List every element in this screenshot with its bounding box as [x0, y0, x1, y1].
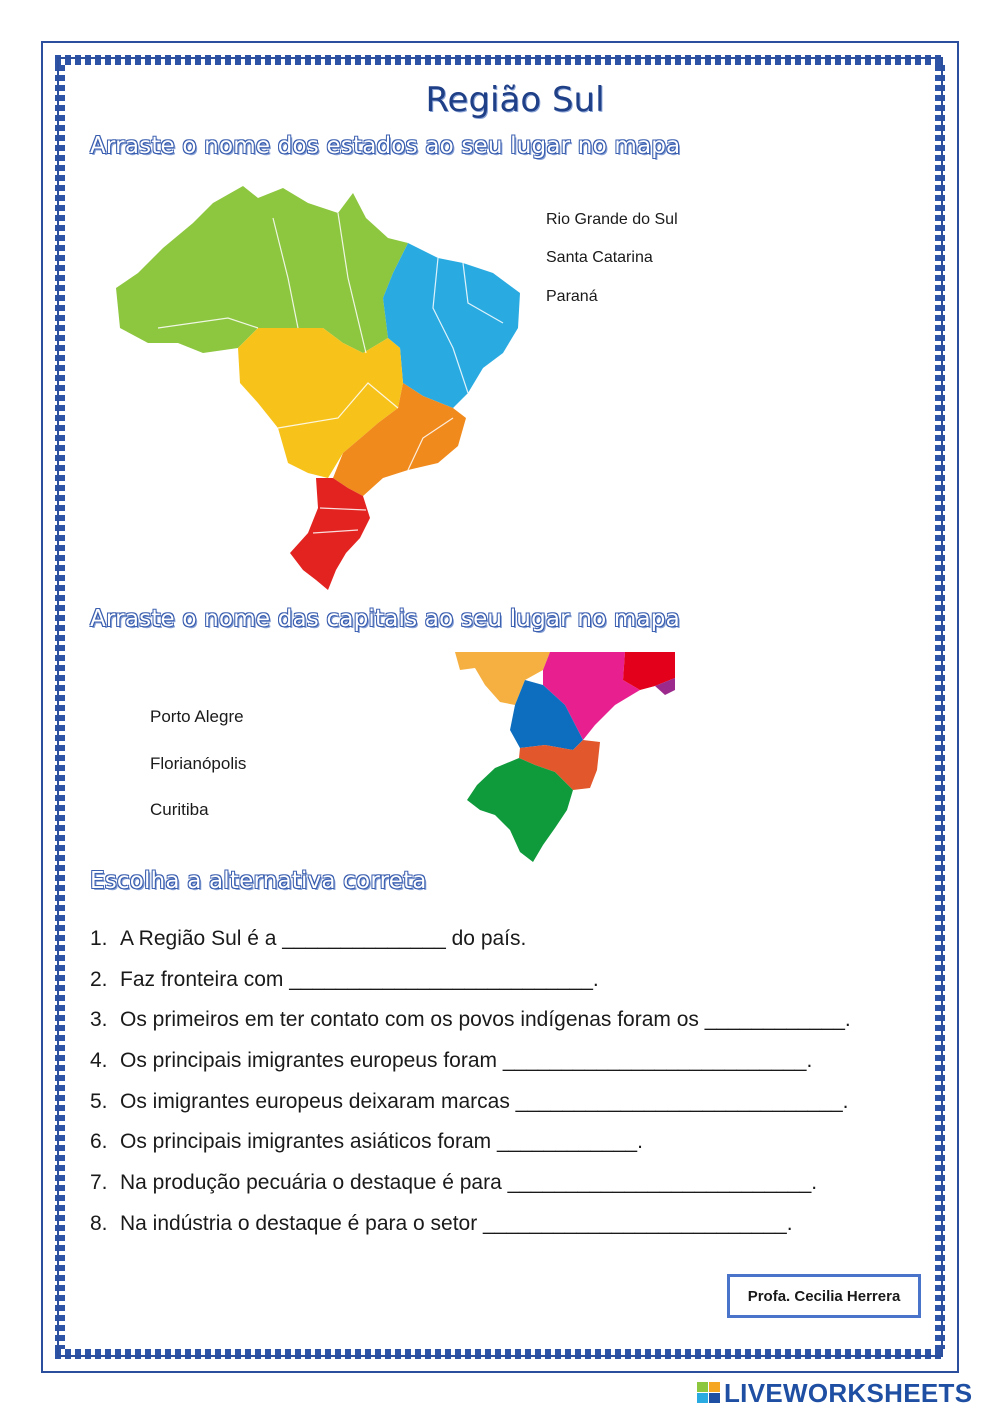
question-text: Os imigrantes europeus deixaram marcas ____________________________. [120, 1089, 849, 1113]
brand-name: LIVEWORKSHEETS [724, 1377, 973, 1408]
drag-word-state-3[interactable]: Paraná [546, 288, 598, 305]
question-text: Faz fronteira com __________________________. [120, 967, 599, 991]
question-text: Na indústria o destaque é para o setor __________________________. [120, 1211, 793, 1235]
question-item[interactable]: 3. Os primeiros em ter contato com os povos indígenas foram os ____________. [90, 1008, 851, 1032]
drag-word-capital-3[interactable]: Curitiba [150, 800, 209, 819]
map-region-northeast [383, 243, 520, 408]
question-text: Os primeiros em ter contato com os povos indígenas foram os ____________. [120, 1008, 851, 1032]
question-item[interactable]: 6. Os principais imigrantes asiáticos foram ____________. [90, 1130, 643, 1154]
question-list [90, 923, 851, 1249]
question-text: Os principais imigrantes asiáticos foram ____________. [120, 1130, 643, 1154]
liveworksheets-brand [697, 1378, 972, 1408]
map-region-south [290, 478, 370, 590]
question-text: Na produção pecuária o destaque é para __________________________. [120, 1171, 818, 1195]
author-credit-box: Profa. Cecilia Herrera [727, 1274, 921, 1318]
drag-word-state-2[interactable]: Santa Catarina [546, 249, 653, 266]
question-item[interactable]: 1. A Região Sul é a ______________ do país. [90, 927, 527, 950]
question-item[interactable]: 5. Os imigrantes europeus deixaram marcas ____________________________. [90, 1089, 849, 1113]
liveworksheets-logo-icon [697, 1382, 721, 1404]
section-heading-quiz: Escolha a alternativa correta [90, 868, 427, 894]
question-item[interactable]: 2. Faz fronteira com __________________________. [90, 967, 599, 991]
drag-word-capital-1[interactable]: Porto Alegre [150, 707, 244, 726]
brazil-regions-map [108, 178, 528, 598]
question-item[interactable]: 7. Na produção pecuária o destaque é para __________________________. [90, 1171, 818, 1195]
drag-word-capital-2[interactable]: Florianópolis [150, 754, 247, 773]
question-item[interactable]: 8. Na indústria o destaque é para o setor __________________________. [90, 1211, 793, 1235]
question-text: Os principais imigrantes europeus foram __________________________. [120, 1049, 813, 1073]
drag-word-state-1[interactable]: Rio Grande do Sul [546, 211, 678, 228]
section-heading-capitals: Arraste o nome das capitais ao seu lugar no mapa [90, 606, 680, 632]
question-item[interactable]: 4. Os principais imigrantes europeus foram __________________________. [90, 1049, 813, 1073]
south-region-map [455, 650, 680, 865]
section-heading-states: Arraste o nome dos estados ao seu lugar no mapa [90, 133, 681, 159]
question-text: A Região Sul é a ______________ do país. [120, 927, 527, 950]
page-title: Região Sul [425, 80, 605, 120]
